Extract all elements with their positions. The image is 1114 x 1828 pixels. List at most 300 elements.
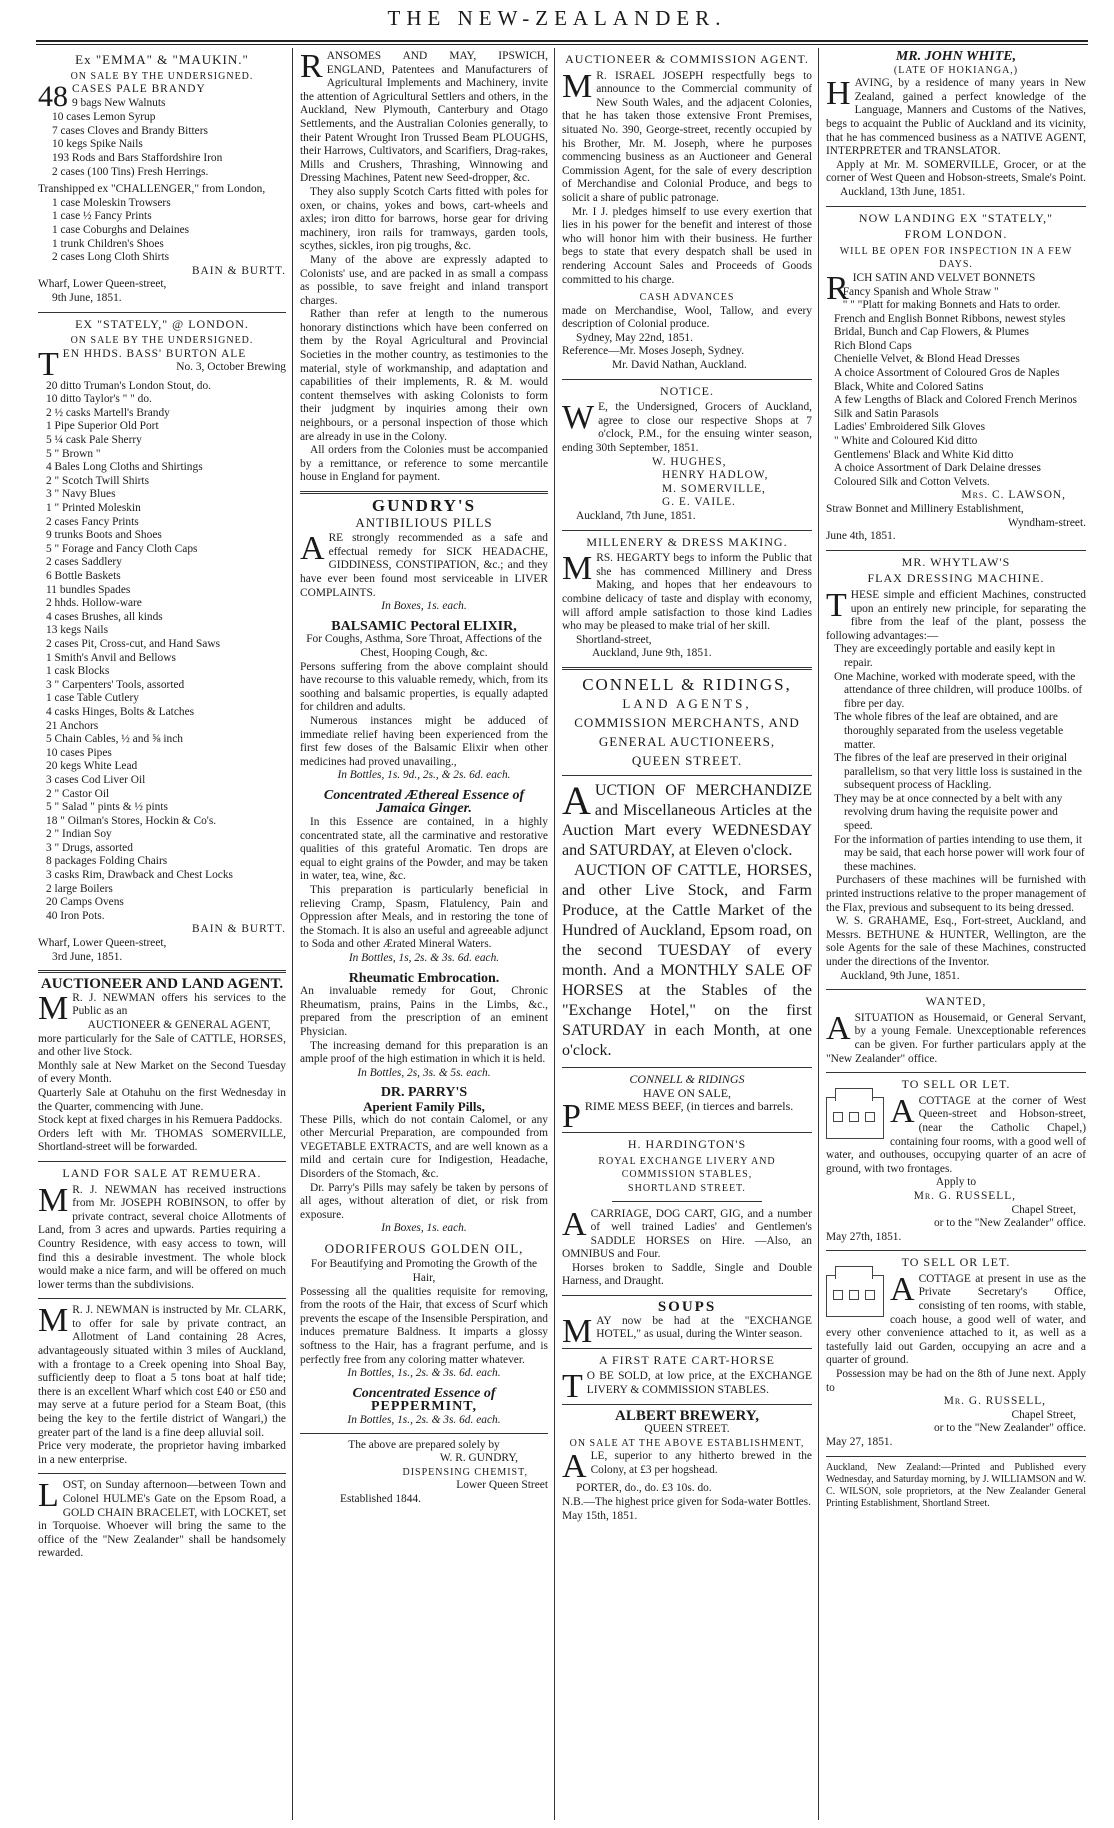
list-item: A few Lengths of Black and Colored French Merinos <box>834 394 1077 407</box>
ad-paragraph: Numerous instances might be adduced of immediate relief having been experienced from the first few doses of the Balsamic Elixir when other medicines had proved unavailing., <box>300 714 548 768</box>
drop-capital: M <box>38 989 69 1027</box>
divider <box>612 1201 762 1202</box>
ad-date: 9th June, 1851. <box>52 291 122 304</box>
divider <box>38 312 286 313</box>
divider <box>562 1067 812 1068</box>
ad-paragraph: O BE SOLD, at low price, at the EXCHANGE LIVERY & COMMISSION STABLES. <box>586 1370 812 1397</box>
ad-title-2: PEPPERMINT, <box>370 1399 477 1415</box>
advert-lost-bracelet <box>38 1479 286 1561</box>
ad-paragraph: ANSOMES AND MAY, IPSWICH, ENGLAND, Patentees and Manufacturers of Agricultural Implements and Machinery, invite the attention of Agricultural Settlers and others, in the Auckland, New Plymouth, Canterbury and Otago Settlements, and the Australian Colonies generally, to their Patent Wrought Iron Trussed Beam PLOUGHS, their Harrows, Cultivators, and Scarifiers, Drag-rakes, Mills and Crushers, Thrashing, Winnowing and Dressing Machines, Patent new Seed-dropper, &c. <box>300 50 548 185</box>
list-item: 5 " Salad " pints & ½ pints <box>46 801 168 814</box>
drop-capital: M <box>562 67 593 105</box>
divider <box>826 1456 1086 1457</box>
ad-line: COMMISSION MERCHANTS, AND <box>574 714 800 730</box>
advert-cottage-2 <box>826 1256 1086 1449</box>
drop-capital: A <box>826 1009 851 1047</box>
drop-capital: A <box>562 777 591 823</box>
drop-capital: R <box>300 50 323 85</box>
ad-paragraph: more particularly for the Sale of CATTLE, HORSES, and other live Stock. <box>38 1032 286 1059</box>
advert-cart-horse <box>562 1352 812 1406</box>
ad-price: In Boxes, 1s. each. <box>381 1222 467 1235</box>
house-illustration <box>826 1097 884 1139</box>
ad-title: EX "STATELY," @ LONDON. <box>75 316 249 331</box>
drop-number: 48 <box>38 80 68 114</box>
ad-paragraph: Dr. Parry's Pills may safely be taken by persons of all ages, without alteration of diet, or risk from exposure. <box>300 1181 548 1221</box>
drop-capital: A <box>300 530 325 568</box>
ad-paragraph: Monthly sale at New Market on the Second Tuesday of every Month. <box>38 1059 286 1086</box>
divider <box>826 206 1086 207</box>
column-1 <box>38 50 286 1820</box>
ad-title: CONNELL & RIDINGS <box>629 1071 745 1086</box>
ad-line: or to the "New Zealander" office. <box>933 1217 1086 1230</box>
ad-paragraph: Price very moderate, the proprietor having imbarked in a new enterprise. <box>38 1440 286 1466</box>
divider <box>562 775 812 776</box>
ad-title: ODORIFEROUS GOLDEN OIL, <box>324 1240 524 1256</box>
ad-paragraph: R. ISRAEL JOSEPH respectfully begs to announce to the Commercial community of New South Wales, and the adjacent Colonies, that he has taken those extensive Front Premises, situated No. 390, George-street, recently occupied by his Brother, Mr. M. Joseph, where he purposes commencing business as an Auctioneer and General Commission Agent, for the sale of every description of Merchandise and Colonial Produce, and begs to solicit a share of public patronage. <box>562 69 812 204</box>
ad-paragraph: They also supply Scotch Carts fitted with poles for oxen, or chains, yokes and bows, cart-wheels and axles; iron ditto for barrows, horse gear for driving machinery, iron rails for tramways, garden tools, scythes, sickles, iron pig troughs, &c. <box>300 185 548 253</box>
list-item: 9 bags New Walnuts <box>72 96 166 109</box>
drop-capital: W <box>562 399 595 437</box>
ad-signature: Mr. G. RUSSELL, <box>943 1395 1046 1408</box>
advert-israel-joseph <box>562 53 812 373</box>
ad-line: Apply to <box>935 1176 977 1189</box>
ad-line: No. 3, October Brewing <box>176 361 286 374</box>
ad-paragraph: Mr. I J. pledges himself to use every exertion that lies in his power for the benefit and interest of those who will honor him with their business. He further begs to state that every despatch shall be used in rendering Account Sales and Proceeds of Goods committed to his charge. <box>562 205 812 286</box>
ad-address: Shortland-street, <box>576 633 652 646</box>
advert-cottage-1 <box>826 1078 1086 1244</box>
ad-paragraph: Possessing all the qualities requisite for removing, from the roots of the Hair, that excess of Scurf which prevents the escape of the Insensible Perspiration, and induces premature Baldness. It imparts a glossy softness to the Hair, has a fragrant perfume, and is perfectly free from any coloring matter whatever. <box>300 1285 548 1366</box>
ad-title: MR. WHYTLAW'S <box>901 554 1011 569</box>
ad-price: In Bottles, 1s., 2s. & 3s. 6d. each. <box>347 1414 501 1426</box>
ad-address: Chapel Street, <box>1011 1203 1076 1216</box>
list-item: For the information of parties intending to use them, it may be said, that each horse power will work four of these machines. <box>834 833 1085 873</box>
list-item: Gentlemens' Black and White Kid ditto <box>834 448 1014 461</box>
ad-title: TO SELL OR LET. <box>901 1255 1011 1270</box>
ad-paragraph: N.B.—The highest price given for Soda-water Bottles. <box>562 1496 811 1508</box>
advert-bonnets <box>826 212 1086 544</box>
ad-signature: BAIN & BURTT. <box>191 264 286 277</box>
ad-date: Auckland, June 9th, 1851. <box>592 647 712 660</box>
imprint: Auckland, New Zealand:—Printed and Published every Wednesday, and Saturday morning, by J. WILLIAMSON and W. C. WILSON, sole proprietors, at the New Zealander General Printing Establishment, Shortland Street. <box>826 1461 1086 1509</box>
divider <box>826 550 1086 551</box>
list-item: French and English Bonnet Ribbons, newest styles <box>834 312 1066 325</box>
drop-capital: T <box>38 345 59 383</box>
list-item: 5 ¼ cask Pale Sherry <box>46 434 142 447</box>
ad-paragraph: Rather than refer at length to the numerous honorary distinctions which have been conferred on them by the Royal Agricultural and Provincial Societies in the mother country, as testimonies to the material, style of workmanship, and adaptation and capabilities of their implements, R. & M. would content themselves with asking Colonists to form their judgment by inquiries among their own neighbours, or a personal inspection of those which are already in use in the Colony. <box>300 308 548 443</box>
ad-subtitle: For Beautifying and Promoting the Growth of the Hair, <box>310 1258 538 1285</box>
ad-signature: BAIN & BURTT. <box>191 923 286 936</box>
ad-title: MR. JOHN WHITE, <box>895 50 1017 64</box>
drop-capital: T <box>562 1368 583 1406</box>
drop-capital: P <box>562 1098 581 1136</box>
ad-subtitle: ON SALE BY THE UNDERSIGNED. <box>70 70 254 82</box>
list-item: 2 cases Long Cloth Shirts <box>52 251 170 264</box>
list-item: One Machine, worked with moderate speed, with the attendance of three children, will produce 100lbs. of fibre per day. <box>834 670 1083 710</box>
ad-title: NOW LANDING EX "STATELY," <box>858 210 1054 225</box>
list-item: 5 Chain Cables, ½ and ⅝ inch <box>46 733 183 746</box>
ad-signature: HENRY HADLOW, <box>662 469 769 482</box>
list-item: Black, White and Colored Satins <box>834 380 984 393</box>
ad-signature: G. E. VAILE. <box>662 496 736 509</box>
ad-title: Concentrated Essence of <box>352 1385 496 1401</box>
ad-paragraph: R. J. NEWMAN is instructed by Mr. CLARK, to offer for sale by private contract, an Allotment of Land containing 28 Acres, advantageously situated within 3 miles of Auckland, with a frontage to a Creek opening into Shoal Bay, sufficiently deep to float a 5 tons boat at half tide; there is an excellent Wharf which cost £40 or £50 and may serve at a future period for a Steam Boat, (this being the key to the fertile district of Wangari,) the greater part of the land is a fine deep alluvial soil. <box>38 1304 286 1439</box>
ad-date: Auckland, 9th June, 1851. <box>840 969 960 982</box>
ad-subtitle: ANTIBILIOUS PILLS <box>355 514 493 530</box>
ad-paragraph: PORTER, do., do. £3 10s. do. <box>576 1482 712 1495</box>
ad-paragraph: RE strongly recommended as a safe and effectual remedy for SICK HEADACHE, GIDDINESS, CONSTIPATION, &c.; and they have ever been found most serviceable in LIVER COMPLAINTS. <box>300 532 548 599</box>
column-2 <box>300 50 548 1820</box>
ad-date: 3rd June, 1851. <box>52 950 123 963</box>
list-item: 9 trunks Boots and Shoes <box>46 529 162 542</box>
ad-address: Chapel Street, <box>1011 1408 1076 1421</box>
divider <box>38 1473 286 1474</box>
divider <box>38 1161 286 1162</box>
list-item: The whole fibres of the leaf are obtained, and are thoroughly separated from the useless vegetable matter. <box>834 711 1064 751</box>
list-item: 2 " Castor Oil <box>46 787 110 800</box>
ad-paragraph: COTTAGE at present in use as the Private Secretary's Office, consisting of ten rooms, with stable, coach house, a good well of water, and every other convenience attached to it, as well as a tastefully laid out Garden, occupying an acre and a quarter of ground. <box>826 1272 1086 1367</box>
list-item: 193 Rods and Bars Staffordshire Iron <box>52 151 223 164</box>
advert-john-white <box>826 50 1086 200</box>
list-item: 20 kegs White Lead <box>46 760 138 773</box>
ad-paragraph: Orders left with Mr. THOMAS SOMERVILLE, Shortland-street will be forwarded. <box>38 1127 286 1154</box>
ad-title: CONNELL & RIDINGS, <box>582 674 792 694</box>
list-item: 7 cases Cloves and Brandy Bitters <box>52 124 208 137</box>
ad-title: LAND FOR SALE AT REMUERA. <box>62 1165 262 1180</box>
ad-price: In Bottles, 1s. 9d., 2s., & 2s. 6d. each. <box>337 769 511 782</box>
list-item: " White and Coloured Kid ditto <box>834 435 978 448</box>
list-item: 2 cases Pit, Cross-cut, and Hand Saws <box>46 637 221 650</box>
list-item: 2 cases (100 Tins) Fresh Herrings. <box>52 165 209 178</box>
list-item: They may be at once connected by a belt with any revolving drum having the requisite power and speed. <box>834 792 1063 833</box>
advantages-list <box>826 643 1086 874</box>
column-divider <box>818 48 819 1820</box>
drop-capital: A <box>890 1270 915 1308</box>
ad-paragraph: CARRIAGE, DOG CART, GIG, and a number of well trained Ladies' and Gentlemen's SADDLE HORSES on Hire. —Also, an OMNIBUS and Four. <box>562 1207 812 1261</box>
list-item: The fibres of the leaf are preserved in their original parallelism, so that very little loss is sustained in the subsequent process of Hackling. <box>834 752 1082 792</box>
ad-signature: Straw Bonnet and Millinery Establishment, <box>826 503 1024 515</box>
list-item: Chenielle Velvet, & Blond Head Dresses <box>834 353 1020 366</box>
advert-emma-maukin <box>38 53 286 306</box>
list-item: 2 " Scotch Twill Shirts <box>46 474 149 487</box>
ad-paragraph: Apply at Mr. M. SOMERVILLE, Grocer, or at the corner of West Queen and Hobson-streets, Smale's Point. <box>826 158 1086 185</box>
ad-line: Mr. David Nathan, Auckland. <box>612 359 747 372</box>
advert-ginger <box>300 789 548 966</box>
ad-date: Sydney, May 22nd, 1851. <box>576 331 693 344</box>
stock-list <box>38 380 286 924</box>
list-item: 1 trunk Children's Shoes <box>52 237 164 250</box>
ad-paragraph: Persons suffering from the above complaint should have recourse to this valuable remedy, which, from its soothing and balsamic properties, is equally adapted for children and adults. <box>300 660 548 714</box>
ad-date: June 4th, 1851. <box>826 530 896 543</box>
list-item: 10 cases Lemon Syrup <box>52 111 156 124</box>
advert-beef <box>562 1071 812 1136</box>
ad-subtitle: Aperient Family Pills, <box>363 1098 485 1114</box>
ad-line: Transhipped ex "CHALLENGER," from London, <box>38 183 266 196</box>
ad-date: May 27th, 1851. <box>826 1230 902 1243</box>
ad-paragraph: UCTION OF MERCHANDIZE and Miscellaneous Articles at the Auction Mart every WEDNESDAY and SATURDAY, at Eleven o'clock. <box>562 781 812 859</box>
advert-millinery <box>562 536 812 661</box>
ad-first-line: ICH SATIN AND VELVET BONNETS <box>852 271 1036 284</box>
list-item: 1 cask Blocks <box>46 665 110 678</box>
ad-title: TO SELL OR LET. <box>901 1077 1011 1092</box>
masthead: THE NEW-ZEALANDER. <box>387 6 727 30</box>
divider <box>38 1298 286 1299</box>
masthead-rule <box>36 40 1088 45</box>
advert-parry <box>300 1086 548 1236</box>
list-item: 8 packages Folding Chairs <box>46 855 168 868</box>
column-divider <box>292 48 293 1820</box>
ad-paragraph: Possession may be had on the 8th of June next. Apply to <box>826 1368 1086 1394</box>
ad-title: H. HARDINGTON'S <box>627 1137 747 1152</box>
ad-signature: Mr. G. RUSSELL, <box>913 1189 1016 1202</box>
list-item: Coloured Silk and Cotton Velvets. <box>834 475 990 488</box>
ad-address: Wyndham-street. <box>1007 516 1086 529</box>
list-item: 1 Pipe Superior Old Port <box>46 420 159 433</box>
ad-title: NOTICE. <box>660 383 714 398</box>
advert-land-remuera <box>38 1167 286 1292</box>
list-item: 3 casks Rim, Drawback and Chest Locks <box>46 869 233 882</box>
advert-ransomes <box>300 50 548 485</box>
advert-albert-brewery <box>562 1407 812 1524</box>
divider <box>300 1433 548 1434</box>
ad-paragraph: Horses broken to Saddle, Single and Double Harness, and Draught. <box>562 1261 812 1288</box>
drop-capital: A <box>890 1092 915 1130</box>
ad-paragraph: RIME MESS BEEF, (in tierces and barrels. <box>584 1099 794 1114</box>
column-4 <box>826 50 1086 1820</box>
ad-title: DR. PARRY'S <box>380 1085 468 1101</box>
drop-capital: M <box>38 1181 69 1219</box>
list-item: A choice Assortment of Dark Delaine dresses <box>834 462 1041 475</box>
list-item: 2 ½ casks Martell's Brandy <box>46 406 170 419</box>
divider <box>300 491 548 494</box>
advert-golden-oil <box>300 1242 548 1381</box>
ad-paragraph: Stock kept at fixed charges in his Remuera Paddocks. <box>38 1114 283 1127</box>
ad-address: Wharf, Lower Queen-street, <box>38 278 167 291</box>
list-item: 20 ditto Truman's London Stout, do. <box>46 379 212 392</box>
divider <box>562 1132 812 1133</box>
list-item: Rich Blond Caps <box>834 339 912 352</box>
list-item: 21 Anchors <box>46 719 99 732</box>
advert-wanted <box>826 995 1086 1066</box>
list-item: 10 kegs Spike Nails <box>52 138 143 151</box>
list-item: 3 " Navy Blues <box>46 488 116 501</box>
ad-line: QUEEN STREET. <box>631 752 743 768</box>
drop-capital: R <box>826 269 849 307</box>
ad-title-2: FLAX DRESSING MACHINE. <box>867 571 1045 586</box>
ad-signature: W. R. GUNDRY, <box>439 1452 518 1465</box>
list-item: 3 cases Cod Liver Oil <box>46 773 146 786</box>
ad-title: A FIRST RATE CART-HORSE <box>599 1352 775 1367</box>
ad-address: Wharf, Lower Queen-street, <box>38 937 167 950</box>
list-item: 10 ditto Taylor's " " do. <box>46 393 152 406</box>
divider <box>38 970 286 973</box>
ad-paragraph: OST, on Sunday afternoon—between Town and Colonel HULME's Gate on the Epsom Road, a GOLD CHAIN BRACELET, with LOCKET, set in Torquoise. Whoever will bring the same to the office of the "New Zealander" shall be handsomely rewarded. <box>38 1479 286 1560</box>
ad-paragraph: This preparation is particularly beneficial in relieving Cramp, Spasm, Flatulency, Pain and Oppression after Meals, and in restoring the tone of the Stomach. It is also an useful and agreeable adjunct to Soda and other Ærated Mineral Waters. <box>300 884 548 951</box>
ad-date: May 27, 1851. <box>826 1436 893 1448</box>
list-item: 11 bundles Spades <box>46 583 131 596</box>
ad-title: AUCTIONEER AND LAND AGENT. <box>40 976 284 993</box>
ad-paragraph: SITUATION as Housemaid, or General Servant, by a young Female. Unexceptionable references can be given. For further particulars apply at the "New Zealander" office. <box>826 1011 1086 1065</box>
list-item: Fancy Spanish and Whole Straw " <box>842 285 999 298</box>
ad-title: Ex "EMMA" & "MAUKIN." <box>75 52 249 67</box>
ad-line: or to the "New Zealander" office. <box>933 1422 1086 1435</box>
list-item: 13 kegs Nails <box>46 624 109 637</box>
ad-title: Concentrated Æthereal Essence of Jamaica Ginger. <box>323 787 525 817</box>
ad-title: ALBERT BREWERY, <box>615 1407 759 1424</box>
divider <box>562 379 812 380</box>
list-item: 1 Smith's Anvil and Bellows <box>46 651 176 664</box>
drop-capital: M <box>38 1302 69 1340</box>
ad-line: LAND AGENTS, <box>622 695 752 711</box>
advert-auctioneer <box>38 978 286 1155</box>
list-item: 1 case ½ Fancy Prints <box>52 210 152 223</box>
list-item: 5 " Brown " <box>46 447 101 460</box>
ad-paragraph: RS. HEGARTY begs to inform the Public that she has commenced Millinery and Dress Making, and hopes that her endeavours to combine delicacy of taste and display with economy, will afford ample satisfaction to those kind Ladies who may be pleased to make trial of her skill. <box>562 552 812 633</box>
list-item: 4 Bales Long Cloths and Shirtings <box>46 461 203 474</box>
ad-paragraph: An invaluable remedy for Gout, Chronic Rheumatism, prains, Pains in the Limbs, &c., prepared from the prescription of an eminent Physician. <box>300 985 548 1038</box>
list-item: 1 " Printed Moleskin <box>46 502 141 515</box>
ad-subtitle: QUEEN STREET. <box>644 1423 730 1436</box>
ad-paragraph: W. S. GRAHAME, Esq., Fort-street, Auckland, and Messrs. BETHUNE & HUNTER, Wellington, are the sole Agents for the sale of these Machines, constructed under the directions of the Inventor. <box>826 915 1086 968</box>
ad-subtitle: ON SALE AT THE ABOVE ESTABLISHMENT, <box>569 1437 805 1449</box>
list-item: Bridal, Bunch and Cap Flowers, & Plumes <box>834 326 1029 339</box>
ad-subtitle: ROYAL EXCHANGE LIVERY AND COMMISSION STABLES, <box>598 1155 776 1181</box>
ad-signature: W. HUGHES, <box>652 455 727 468</box>
column-3 <box>562 50 812 1820</box>
ad-title: SOUPS <box>657 1299 717 1316</box>
list-item: 2 cases Saddlery <box>46 556 122 569</box>
ad-paragraph: HESE simple and efficient Machines, constructed upon an entirely new principle, for separating the fibre from the leaf of the plant, possess the following advantages:— <box>826 588 1086 642</box>
ad-title-2: FROM LONDON. <box>904 227 1008 242</box>
list-item: 3 " Drugs, assorted <box>46 841 133 854</box>
ad-paragraph: In this Essence are contained, in a highly concentrated state, all the carminative and restorative qualities of this grateful Aromatic. Ten drops are equal to eight grains of the Powder, and may be taken in water, tea, wine, &c. <box>300 816 548 883</box>
ad-paragraph: The increasing demand for this preparation is an ample proof of the high estimation in which it is held. <box>300 1039 548 1066</box>
ad-subtitle: CASH ADVANCES <box>639 292 735 304</box>
drop-capital: A <box>562 1448 587 1486</box>
ad-first-line: CASES PALE BRANDY <box>72 83 206 96</box>
advert-soups <box>562 1299 812 1350</box>
ad-signature: DISPENSING CHEMIST, <box>402 1466 528 1478</box>
list-item: 2 cases Fancy Prints <box>46 515 139 528</box>
ad-title: WANTED, <box>925 994 987 1009</box>
ad-title: BALSAMIC Pectoral ELIXIR, <box>331 618 517 634</box>
ad-paragraph: These Pills, which do not contain Calomel, or any other Mercurial Preparation, are compounded from VEGETABLE EXTRACTS, and are well known as a mild and certain cure for Indigestion, Headache, Disorders of the Stomach, &c. <box>300 1113 548 1180</box>
advert-hardington <box>562 1138 812 1289</box>
drop-capital: T <box>826 586 847 624</box>
ad-date: Auckland, 13th June, 1851. <box>840 185 966 198</box>
ad-subtitle: For Coughs, Asthma, Sore Throat, Affections of the Chest, Hooping Cough, &c. <box>306 633 542 659</box>
ad-subtitle: (LATE OF HOKIANGA,) <box>893 64 1019 76</box>
ad-paragraph: LE, superior to any hitherto brewed in the Colony, at £3 per hogshead. <box>590 1450 812 1476</box>
advert-balsamic <box>300 620 548 783</box>
ad-paragraph: AUCTION OF CATTLE, HORSES, and other Live Stock, and Farm Produce, at the Cattle Market of the Hundred of Auckland, Epsom road, on the second TUESDAY of every month. And a MONTHLY SALE OF HORSES at the Stables of the "Exchange Hotel," on the first SATURDAY in each Month, at one o'clock. <box>562 861 812 1059</box>
advert-embrocation <box>300 972 548 1081</box>
ad-paragraph: AY now be had at the "EXCHANGE HOTEL," as usual, during the Winter season. <box>596 1314 812 1341</box>
list-item: 1 case Coburghs and Delaines <box>52 223 190 236</box>
drop-capital: A <box>562 1205 587 1243</box>
house-illustration <box>826 1275 884 1317</box>
ad-line: Reference—Mr. Moses Joseph, Sydney. <box>562 345 745 358</box>
ad-date: Auckland, 7th June, 1851. <box>576 510 696 522</box>
list-item: 20 Camps Ovens <box>46 896 124 909</box>
ad-signature: M. SOMERVILLE, <box>662 482 766 495</box>
drop-capital: L <box>38 1477 59 1515</box>
ad-signature: Mrs. C. LAWSON, <box>961 489 1066 502</box>
ad-price: In Bottles, 2s, 3s. & 5s. each. <box>357 1066 491 1079</box>
divider <box>562 1348 812 1349</box>
list-item: Silk and Satin Parasols <box>834 407 939 420</box>
list-item: Ladies' Embroidered Silk Gloves <box>834 421 986 434</box>
divider <box>562 1295 812 1296</box>
ad-paragraph: Purchasers of these machines will be furnished with printed instructions relative to the proper management of the Flax, previous and subsequent to its being dressed. <box>826 874 1086 914</box>
ad-title: MILLENERY & DRESS MAKING. <box>586 534 788 549</box>
ad-paragraph: AVING, by a residence of many years in New Zealand, gained a perfect knowledge of the Language, Manners and Customs of the Natives, begs to acquaint the Public of Auckland and its vicinity, that he has commenced business as a NATIVE AGENT, INTERPRETER and TRANSLATOR. <box>826 77 1086 158</box>
ad-address: Lower Queen Street <box>456 1479 548 1492</box>
drop-capital: M <box>562 550 593 588</box>
ad-first-line: EN HHDS. BASS' BURTON ALE <box>62 347 247 360</box>
divider <box>826 1072 1086 1073</box>
list-item: 2 large Boilers <box>46 882 113 895</box>
ad-paragraph: The above are prepared solely by <box>348 1438 500 1451</box>
ad-paragraph: Quarterly Sale at Otahuhu on the first Wednesday in the Quarter, commencing with June. <box>38 1086 286 1113</box>
list-item: 4 casks Hinges, Bolts & Latches <box>46 705 195 718</box>
advert-land-clark <box>38 1304 286 1467</box>
ad-subtitle: WILL BE OPEN FOR INSPECTION IN A FEW DAYS. <box>839 245 1073 271</box>
drop-capital: H <box>826 75 851 113</box>
list-item: 5 " Forage and Fancy Cloth Caps <box>46 542 198 555</box>
divider <box>826 989 1086 990</box>
ad-paragraph: R. J. NEWMAN offers his services to the Public as an <box>72 991 286 1018</box>
ad-price: In Boxes, 1s. each. <box>381 600 467 613</box>
drop-capital: M <box>562 1312 593 1350</box>
advert-connell-ridings <box>562 675 812 1061</box>
list-item: " " "Platt for making Bonnets and Hats to order. <box>842 299 1061 312</box>
ad-date: May 15th, 1851. <box>562 1509 638 1522</box>
list-item: 6 Bottle Baskets <box>46 570 121 582</box>
list-item: They are exceedingly portable and easily kept in repair. <box>834 643 1056 669</box>
ad-date: Established 1844. <box>340 1492 421 1505</box>
advert-gundry-pills <box>300 496 548 614</box>
ad-paragraph: made on Merchandise, Wool, Tallow, and every description of Colonial produce. <box>562 304 812 331</box>
list-item: 4 cases Brushes, all kinds <box>46 610 163 623</box>
list-item: 18 " Oilman's Stores, Hockin & Co's. <box>46 814 217 827</box>
ad-paragraph: R. J. NEWMAN has received instructions from Mr. JOSEPH ROBINSON, to offer by private contract, several choice Allotments of Land, from 3 acres and upwards. Parties requiring a Country Residence, with easy access to town, will find this a desirable investment. The whole block would make a nice farm, and will be offered on much lower terms than the subdivisions. <box>38 1183 286 1291</box>
advert-peppermint <box>300 1387 548 1507</box>
ad-line: GENERAL AUCTIONEERS, <box>598 733 776 749</box>
column-divider <box>554 48 555 1820</box>
ad-title: AUCTIONEER & COMMISSION AGENT. <box>565 52 809 66</box>
advert-notice-grocers <box>562 385 812 524</box>
ad-title: Rheumatic Embrocation. <box>348 970 500 986</box>
divider <box>562 1404 812 1405</box>
ad-price: In Bottles, 1s., 2s. & 3s. 6d. each. <box>347 1367 501 1380</box>
list-item: 2 " Indian Soy <box>46 828 112 841</box>
ad-title: GUNDRY'S <box>371 496 477 515</box>
ad-paragraph: COTTAGE at the corner of West Queen-street and Hobson-street, (near the Catholic Chapel,) containing four rooms, with a good well of water, and outhouses, occupying quarter of an acre of ground, with two frontages. <box>826 1094 1086 1175</box>
list-item: 40 Iron Pots. <box>46 909 105 922</box>
ad-paragraph: E, the Undersigned, Grocers of Auckland, agree to close our respective Shops at 7 o'clock, P.M., for the ensuing winter season, ending 30th September, 1851. <box>562 401 812 455</box>
divider <box>826 1250 1086 1251</box>
list-item: 1 case Moleskin Trowsers <box>52 196 171 209</box>
list-item: 10 cases Pipes <box>46 746 112 759</box>
ad-subtitle: ON SALE BY THE UNDERSIGNED. <box>70 335 254 347</box>
ad-paragraph: All orders from the Colonies must be accompanied by a remittance, or reference to some mercantile house in England for payment. <box>300 444 548 484</box>
ad-subtitle: SHORTLAND STREET. <box>628 1182 746 1194</box>
ad-paragraph: Many of the above are expressly adapted to Colonists' use, and are packed in as small a compass as possible, to save freight and inland transport charges. <box>300 253 548 307</box>
list-item: 1 case Table Cutlery <box>46 692 139 705</box>
advert-flax-machine <box>826 556 1086 983</box>
ad-price: In Bottles, 1s, 2s. & 3s. 6d. each. <box>348 952 500 964</box>
divider <box>562 530 812 531</box>
